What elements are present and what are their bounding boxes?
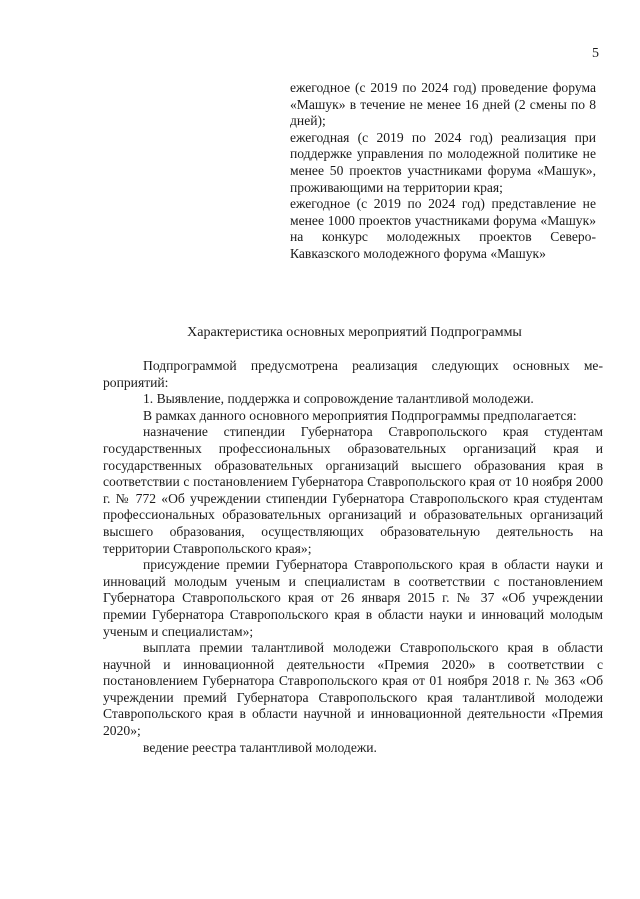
target-indicators-block (290, 80, 596, 263)
body-paragraph: присуждение премии Губернатора Ставропольского края в области науки и инноваций молодым ученым и специалистам в соответствии с постановлением Губернатора Ставропольского края от 26 января 2015 г. № 37 «Об учреждении премии Губернатора Ставропольского края в области науки и инноваций молодым ученым и специалистам»; (103, 557, 603, 639)
body-paragraph: Подпрограммой предусмотрена реализация следующих основных мероприятий: (103, 358, 603, 390)
target-indicator-item: ежегодная (с 2019 по 2024 год) реализация при поддержке управления по молодежной политике не менее 50 проектов участниками форума «Машук», проживающими на территории края; (290, 129, 596, 195)
section-heading: Характеристика основных мероприятий Подпрограммы (187, 325, 522, 340)
body-paragraph: 1. Выявление, поддержка и сопровождение талантливой молодежи. (143, 391, 534, 407)
body-paragraph: назначение стипендии Губернатора Ставропольского края студентам государственных профессиональных образовательных организаций края и государственных образовательных организаций высшего образования края в соответствии с постановлением Губернатора Ставропольского края от 10 ноября 2000 г. № 772 «Об учреждении стипендии Губернатора Ставропольского края студентам профессиональных образовательных организаций и образовательных организаций высшего образования, осуществляющих образовательную деятельность на территории Ставропольского края»; (103, 424, 603, 556)
target-indicator-item: ежегодное (с 2019 по 2024 год) представление не менее 1000 проектов участниками форума «Машук» на конкурс молодежных проектов Северо-Кавказского молодежного форума «Машук» (290, 196, 596, 261)
target-indicator-item: ежегодное (с 2019 по 2024 год) проведение форума «Машук» в течение не менее 16 дней (2 смены по 8 дней); (290, 80, 596, 129)
page-number: 5 (592, 46, 599, 61)
body-paragraph: В рамках данного основного мероприятия Подпрограммы предполагается: (143, 407, 577, 423)
body-paragraph: ведение реестра талантливой молодежи. (143, 739, 377, 755)
body-paragraph: выплата премии талантливой молодежи Ставропольского края в области научной и инновационной деятельности «Премия 2020» в соответствии с постановлением Губернатора Ставропольского края от 01 ноября 2018 г. № 363 «Об учреждении премий Губернатора Ставропольского края талантливой молодежи Ставропольского края в области научной и инновационной деятельности «Премия 2020»; (103, 640, 603, 739)
section-body (103, 358, 603, 756)
